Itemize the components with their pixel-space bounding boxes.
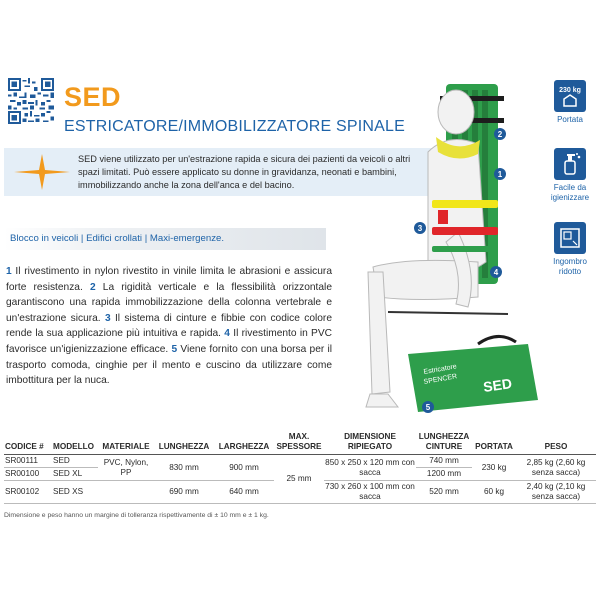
column-header: MAX. SPESSORE: [274, 430, 324, 455]
feature-text: Il rivestimento in PVC favorisce un'igienizzazione efficace.: [6, 328, 332, 355]
feature-number: 5: [171, 343, 178, 355]
material-cell: PVC, Nylon, PP: [98, 455, 154, 481]
applications-text: Blocco in veicoli | Edifici crollati | Maxi-emergenze.: [10, 233, 224, 244]
column-header: MODELLO: [52, 430, 98, 455]
column-header: LUNGHEZZA CINTURE: [416, 430, 472, 455]
folded-cell: 730 x 260 x 100 mm con sacca: [324, 481, 416, 504]
callout-4: 4: [493, 268, 499, 277]
buckle: [438, 210, 448, 224]
callout-2: 2: [497, 130, 503, 139]
specs-table: [4, 430, 596, 504]
footnote: Dimensione e peso hanno un margine di tolleranza rispettivamente di ± 10 mm e ± 1 kg.: [4, 512, 269, 519]
sanitizer-icon: [554, 148, 586, 180]
column-header: MATERIALE: [98, 430, 154, 455]
code-cell: SR00111: [4, 455, 52, 468]
compact-label: Ingombro ridotto: [553, 257, 587, 276]
feature-number: 1: [6, 266, 12, 277]
column-header: LUNGHEZZA: [154, 430, 214, 455]
brand-title: SED: [64, 82, 122, 112]
callout-1: 1: [497, 170, 503, 179]
capacity-label: Portata: [557, 115, 583, 124]
column-header: PESO: [516, 430, 596, 455]
weight-cell: 2,85 kg (2,60 kg senza sacca): [516, 455, 596, 481]
star-of-life-icon: [12, 152, 72, 192]
bag-text-1: Estricatore: [423, 363, 458, 376]
weight-cell: 2,40 kg (2,10 kg senza sacca): [516, 481, 596, 504]
capacity-cell: 60 kg: [472, 481, 516, 504]
product-subtitle: ESTRICATORE/IMMOBILIZZATORE SPINALE: [64, 118, 405, 135]
column-header: DIMENSIONE RIPIEGATO: [324, 430, 416, 455]
length-cell: 830 mm: [154, 455, 214, 481]
feature-text: Il rivestimento in nylon rivestito in vinile limita le abrasioni e assicura forte resistenza.: [6, 266, 332, 293]
compact-size-icon: [554, 222, 586, 254]
feature-number: 3: [104, 312, 111, 324]
column-header: CODICE #: [4, 430, 52, 455]
qr-code: [8, 78, 54, 124]
length-cell: 690 mm: [154, 481, 214, 504]
feature-text: Il sistema di cinture e fibbie con codice colore rende la sua applicazione più intuitiva e rapida.: [6, 312, 332, 340]
callout-5: 5: [425, 403, 431, 412]
bag-logo: SED: [482, 375, 513, 395]
column-header: PORTATA: [472, 430, 516, 455]
feature-text: Viene fornito con una borsa per il trasporto comoda, cinghie per il mento e cuscino da utilizzare come imbottitura per la nuca.: [6, 343, 332, 387]
callout-3: 3: [417, 224, 423, 233]
thickness-cell: 25 mm: [274, 455, 324, 504]
sanitize-label: Facile da igienizzare: [550, 183, 590, 202]
capacity-feature: [545, 80, 595, 125]
code-cell: SR00102: [4, 481, 52, 504]
feature-number: 4: [224, 328, 230, 340]
material-cell: [98, 481, 154, 504]
capacity-value: 230 kg: [559, 87, 581, 94]
width-cell: 640 mm: [214, 481, 274, 504]
weight-capacity-icon: [554, 80, 586, 112]
capacity-cell: 230 kg: [472, 455, 516, 481]
product-illustration: [328, 82, 538, 422]
feature-text: La rigidità verticale e la flessibilità orizzontale garantiscono una rapida immobilizzazione della colonna vertebrale e un'estrazione sicura.: [6, 281, 332, 324]
width-cell: 900 mm: [214, 455, 274, 481]
green-belt: [432, 246, 498, 252]
red-belt: [432, 227, 498, 235]
column-header: LARGHEZZA: [214, 430, 274, 455]
belt-length-cell: 520 mm: [416, 481, 472, 504]
model-cell: SED XL: [52, 468, 98, 481]
sanitize-feature: [545, 148, 595, 203]
bag-text-2: SPENCER: [423, 373, 458, 386]
table-row: [4, 455, 596, 468]
feature-description: [6, 264, 332, 389]
applications-bar: [4, 228, 326, 250]
compact-feature: [545, 222, 595, 277]
seat-edge: [388, 312, 508, 314]
feature-number: 2: [89, 281, 96, 293]
carry-bag: [408, 336, 538, 412]
model-cell: SED: [52, 455, 98, 468]
code-cell: SR00100: [4, 468, 52, 481]
table-header-row: [4, 430, 596, 455]
intro-text: SED viene utilizzato per un'estrazione rapida e sicura dei pazienti da veicoli o altri spazi limitati. Può essere applicato su donne in gravidanza, neonati e bambini, immobilizzando anche la zona dell'anca e del bacino.: [78, 154, 411, 190]
belt-length-cell: 1200 mm: [416, 468, 472, 481]
yellow-belt: [432, 200, 498, 208]
belt-length-cell: 740 mm: [416, 455, 472, 468]
model-cell: SED XS: [52, 481, 98, 504]
folded-cell: 850 x 250 x 120 mm con sacca: [324, 455, 416, 481]
